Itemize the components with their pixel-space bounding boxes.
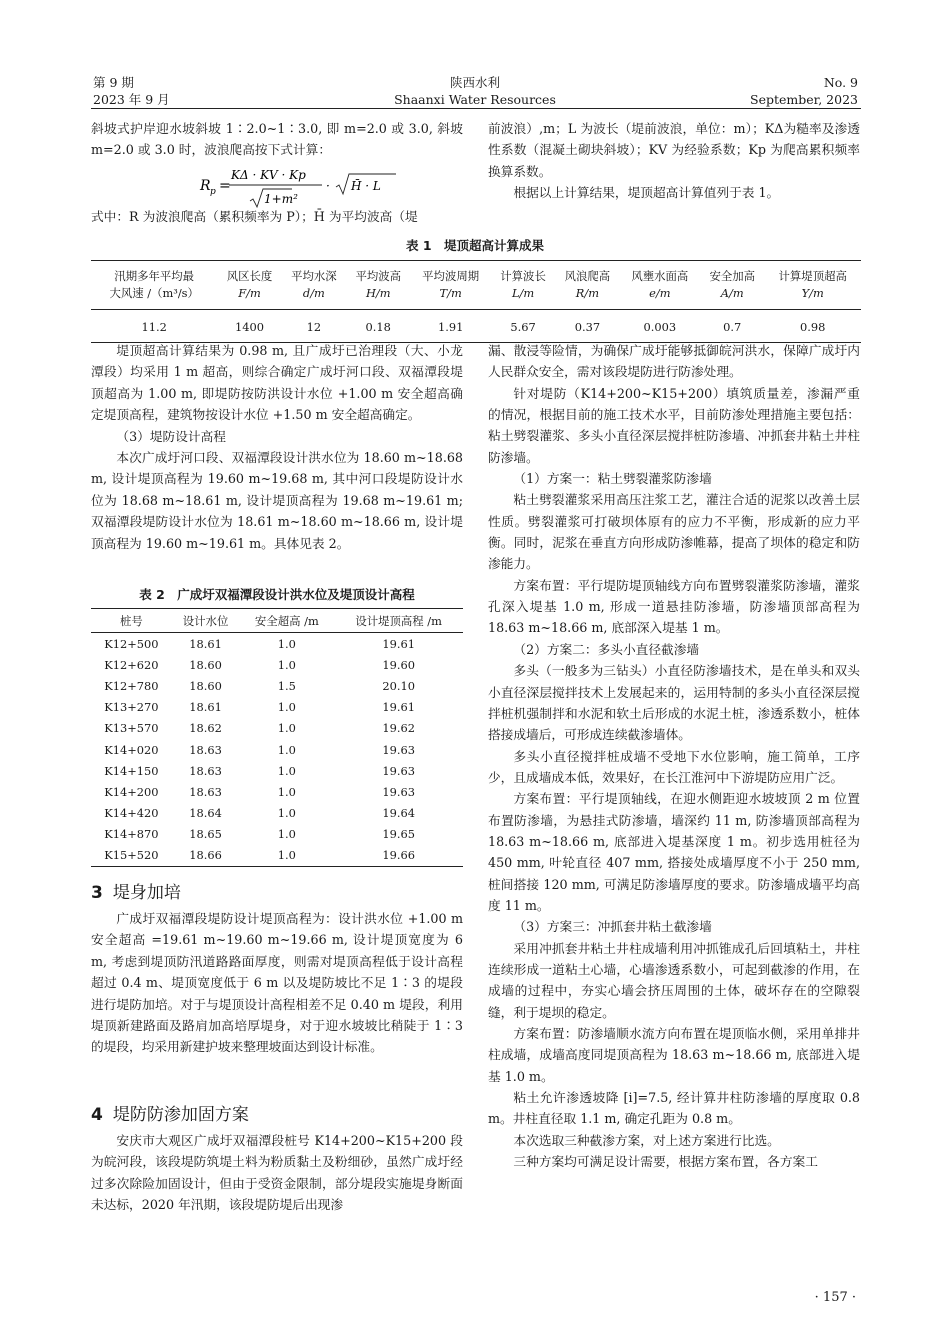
table2-cell: K13+570 [104,721,159,736]
formula-numerator: KΔ · KV · Kp [231,168,306,182]
table2-cell: K15+520 [91,845,172,867]
section-title: 堤防防渗加固方案 [112,1105,249,1125]
paragraph: 方案布置：平行堤顶轴线，在迎水侧距迎水坡坡顶 2 m 位置布置防渗墙，为悬挂式防渗墙，墙深约 11 m, 防渗墙顶部高程为 18.63 m~18.66 m, 底部进入堤基深度 1 m。初步选用桩径为 450 mm, 叶轮直径 407 mm, 搭接处成墙厚度不小于 250 mm, 桩间搭接 120 mm, 可满足防渗墙厚度的要求。防渗墙成墙平均高度 11 m。 [488,791,860,913]
table1-cell: 12 [282,310,346,343]
header-date-en: September, 2023 [750,92,858,107]
table2-cell: 19.64 [382,806,415,821]
table2-cell: K12+780 [104,678,159,693]
table1-cell: 0.37 [555,310,619,343]
table1-cell: 0.98 [764,310,861,343]
table2-cell: 1.5 [277,678,296,693]
paragraph: 多头小直径搅拌桩成墙不受地下水位影响，施工简单，工序少，且成墙成本低，效果好，在长江淮河中下游堤防应用广泛。 [488,748,860,785]
paragraph: 采用冲抓套井粘土井柱成墙利用冲抓锥成孔后回填粘土，井柱连续形成一道粘土心墙，心墙渗透系数小，可起到截渗的作用，在成墙的过程中，夯实心墙会挤压周围的土体，破坏存在的空隙裂缝，利于堤坝的稳定。 [488,940,860,1020]
section-3-heading [91,878,181,903]
table2-cell: 19.62 [382,721,415,736]
paragraph: 本次选取三种截渗方案，对上述方案进行比选。 [513,1132,780,1148]
table2-cell: 18.66 [172,845,240,867]
table2-cell: 1.0 [277,636,296,651]
table2-cell: 19.66 [334,845,463,867]
section-4-heading [91,1100,249,1125]
paragraph: 广成圩双福潭段堤防设计堤顶高程为：设计洪水位 +1.00 m 安全超高 =19.61 m~19.60 m~19.66 m, 设计堤顶宽度为 6 m, 考虑到堤顶防汛道路路面厚度，则需对堤顶高程低于设计高程超过 0.4 m、堤顶宽度低于 6 m 以及堤防坡比不足 1∶3 的堤段进行堤防加培。对于与堤顶设计高程相差不足 0.40 m 堤段，利用堤顶新建路面及路肩加高培厚堤身，对于迎水坡坡比稍陡于 1∶3 的堤段，均采用新建护坡来整理坡面达到设计标准。 [91,911,463,1055]
paragraph: 安庆市大观区广成圩双福潭段桩号 K14+200~K15+200 段为皖河段，该段堤防筑堤土料为粉质黏土及粉细砂，虽然广成圩经过多次除险加固设计，但由于受资金限制，部分堤段实施堤身断面未达标，2020 年汛期，该段堤防堤后出现渗 [91,1133,463,1213]
paragraph: 式中：R 为波浪爬高（累积频率为 P）；H̄ 为平均波高（堤 [91,209,418,224]
table1-header: 汛期多年平均最 大风速 /（m³/s） [91,261,217,310]
table2-cell: 18.62 [189,721,222,736]
table1-cell: 1.91 [410,310,490,343]
subheading: （3）方案三：冲抓套井粘土截渗墙 [513,919,712,935]
table1-header: 安全加高 A/m [700,261,764,310]
left-column-middle [91,340,463,554]
paragraph: 斜坡式护岸迎水坡斜坡 1∶2.0~1∶3.0, 即 m=2.0 或 3.0, 斜坡 m=2.0 或 3.0 时，波浪爬高按下式计算： [91,121,463,158]
table2-row [91,718,463,739]
header-issue-en: No. 9 [823,75,858,90]
table2-cell: 18.60 [189,657,222,672]
formula-denominator: 1+m² [264,192,298,206]
table2-cell: 1.0 [277,742,296,757]
table2 [91,608,463,867]
formula-dot: · [326,179,330,193]
table1-header: 平均波周期 T/m [410,261,490,310]
table1-cell: 11.2 [91,310,217,343]
table1 [91,260,861,343]
table2-cell: 19.63 [382,763,415,778]
header-right [750,74,858,108]
journal-name-en: Shaanxi Water Resources [394,92,556,107]
journal-name-cn: 陕西水利 [449,75,500,90]
table1-header: 平均水深 d/m [282,261,346,310]
table1-header: 风区长度 F/m [217,261,281,310]
table1-cell: 0.7 [700,310,764,343]
table2-row [91,760,463,781]
table1-cell: 0.18 [346,310,410,343]
table2-cell: K14+420 [104,806,159,821]
section-number: 3 [91,883,103,903]
right-column-top [488,118,860,204]
subheading: （2）方案二：多头小直径截渗墙 [513,641,700,657]
paragraph: 方案布置：平行堤防堤顶轴线方向布置劈裂灌浆防渗墙，灌浆孔深入堤基 1.0 m, 形成一道悬挂防渗墙，防渗墙顶部高程为 18.63 m~18.66 m, 底部深入堤基 1 m。 [488,577,860,636]
table2-row [91,697,463,718]
section-3-body [91,908,463,1058]
table2-cell: K14+020 [104,742,159,757]
table2-cell: K14+150 [104,763,159,778]
table2-cell: 19.63 [382,784,415,799]
table2-cell: 1.0 [277,806,296,821]
table2-cell: 1.0 [277,784,296,799]
table1-header: 风浪爬高 R/m [555,261,619,310]
wave-runup-formula [200,163,400,209]
paragraph: 多头（一般多为三钻头）小直径防渗墙技术，是在单头和双头小直径深层搅拌技术上发展起来的，运用特制的多头小直径深层搅拌桩机强制拌和水泥和软土后形成的水泥土桩，渗透系数小，桩体搭接成墙后，可形成连续截渗墙体。 [488,663,860,743]
paragraph: 漏、散浸等险情，为确保广成圩能够抵御皖河洪水，保障广成圩内人民群众安全，需对该段堤防进行防渗处理。 [488,343,860,380]
header-issue: 第 9 期 [93,75,134,90]
table2-caption: 表 2 广成圩双福潭段设计洪水位及堤顶设计高程 [139,587,415,602]
paragraph: 前波浪）,m；L 为波长（堤前波浪，单位：m）；KΔ为糙率及渗透性系数（混凝土砌块斜坡）；KV 为经验系数；Kp 为爬高累积频率换算系数。 [488,121,860,179]
paragraph: 粘土劈裂灌浆采用高压注浆工艺，灌注合适的泥浆以改善土层性质。劈裂灌浆可打破坝体原有的应力不平衡，形成新的应力平衡。同时，泥浆在垂直方向形成防渗帷幕，提高了坝体的稳定和防渗能力。 [488,492,860,572]
table1-caption: 表 1 堤顶超高计算成果 [405,238,545,253]
table2-row [91,824,463,845]
left-column-top-2 [91,206,463,227]
page-number: · 157 · [814,1290,856,1305]
table2-cell: 1.0 [277,721,296,736]
section-title: 堤身加培 [112,883,181,903]
table1-row [91,310,861,343]
right-column-middle [488,340,860,1172]
table2-cell: 19.61 [382,700,415,715]
table2-row [91,739,463,760]
table2-cell: 19.61 [382,636,415,651]
paragraph: 本次广成圩河口段、双福潭段设计洪水位为 18.60 m~18.68 m, 设计堤顶高程为 19.60 m~19.68 m, 其中河口段堤防设计水位为 18.68 m~18.61 m, 设计堤顶高程为 19.68 m~19.61 m; 双福潭段堤防设计水位为 18.61 m~18.60 m~18.66 m, 设计堤顶高程为 19.60 m~19.61 m。具体见表 2。 [91,450,463,551]
subheading: （3）堤防设计高程 [116,428,226,444]
table2-cell: 19.65 [382,827,415,842]
table2-row [91,803,463,824]
table2-cell: K12+500 [104,636,159,651]
table2-cell: 1.0 [277,763,296,778]
table2-row [91,633,463,655]
table2-cell: 1.0 [239,845,334,867]
table2-cell: K12+620 [104,657,159,672]
table2-cell: 18.63 [189,742,222,757]
table1-cell: 1400 [217,310,281,343]
formula-root: H̄ · L [351,179,381,193]
table2-row [91,654,463,675]
formula-equals: = [219,178,231,194]
paragraph: 针对堤防（K14+200~K15+200）填筑质量差，渗漏严重的情况，根据目前的施工技术水平，目前防渗处理措施主要包括：粘土劈裂灌浆、多头小直径深层搅拌桩防渗墙、冲抓套井粘土井柱防渗墙。 [488,385,860,465]
table2-header: 安全超高 /m [239,609,334,633]
formula-lhs-sub: p [210,187,216,197]
table1-cell: 5.67 [491,310,555,343]
table2-header-row [91,609,463,633]
table1-header-row [91,261,861,310]
table2-header: 桩号 [91,609,172,633]
table2-cell: 1.0 [277,657,296,672]
table2-row [91,845,463,867]
table2-cell: 19.63 [382,742,415,757]
paragraph: 堤顶超高计算结果为 0.98 m, 且广成圩已治理段（大、小龙潭段）均采用 1 m 超高，则综合确定广成圩河口段、双福潭段堤顶超高为 1.00 m, 即堤防按防洪设计水位 +1.00 m 安全超高确定堤顶高程，建筑物按设计水位 +1.50 m 安全超高确定。 [91,343,463,423]
table2-cell: 18.64 [189,806,222,821]
left-column-top [91,118,463,161]
table1-header: 平均波高 H/m [346,261,410,310]
paragraph: 方案布置：防渗墙顺水流方向布置在堤顶临水侧，采用单排井柱成墙，成墙高度同堤顶高程为 18.63 m~18.66 m, 底部进入堤基 1.0 m。 [488,1026,860,1084]
header-date: 2023 年 9 月 [93,92,170,107]
table2-cell: 1.0 [277,827,296,842]
table1-header: 计算堤顶超高 Y/m [764,261,861,310]
table1-header: 风壅水面高 e/m [620,261,700,310]
table2-cell: 19.60 [382,657,415,672]
table2-row [91,781,463,802]
formula-lhs: R [200,178,211,194]
table2-cell: 18.65 [189,827,222,842]
table2-header: 设计水位 [172,609,240,633]
table2-header: 设计堤顶高程 /m [334,609,463,633]
table2-cell: K14+870 [104,827,159,842]
table2-cell: 18.61 [189,636,222,651]
table2-cell: 1.0 [277,700,296,715]
paragraph: 三种方案均可满足设计需要，根据方案布置，各方案工 [513,1154,818,1170]
paragraph: 根据以上计算结果，堤顶超高计算值列于表 1。 [513,185,780,201]
subheading: （1）方案一：粘土劈裂灌浆防渗墙 [513,471,712,487]
table2-row [91,675,463,696]
table2-cell: 18.63 [189,763,222,778]
table2-cell: K13+270 [104,700,159,715]
header-rule [91,108,861,109]
formula-graphic [200,163,400,209]
table2-cell: 18.63 [189,784,222,799]
table2-cell: 18.60 [189,678,222,693]
table1-header: 计算波长 L/m [491,261,555,310]
table1-cell: 0.003 [620,310,700,343]
section-number: 4 [91,1105,103,1125]
table2-cell: K14+200 [104,784,159,799]
paragraph: 粘土允许渗透坡降 [i]=7.5, 经计算井柱防渗墙的厚度取 0.8 m。井柱直径取 1.1 m, 确定孔距为 0.8 m。 [488,1090,860,1127]
section-4-body [91,1130,463,1216]
table2-cell: 18.61 [189,700,222,715]
table2-cell: 20.10 [382,678,415,693]
